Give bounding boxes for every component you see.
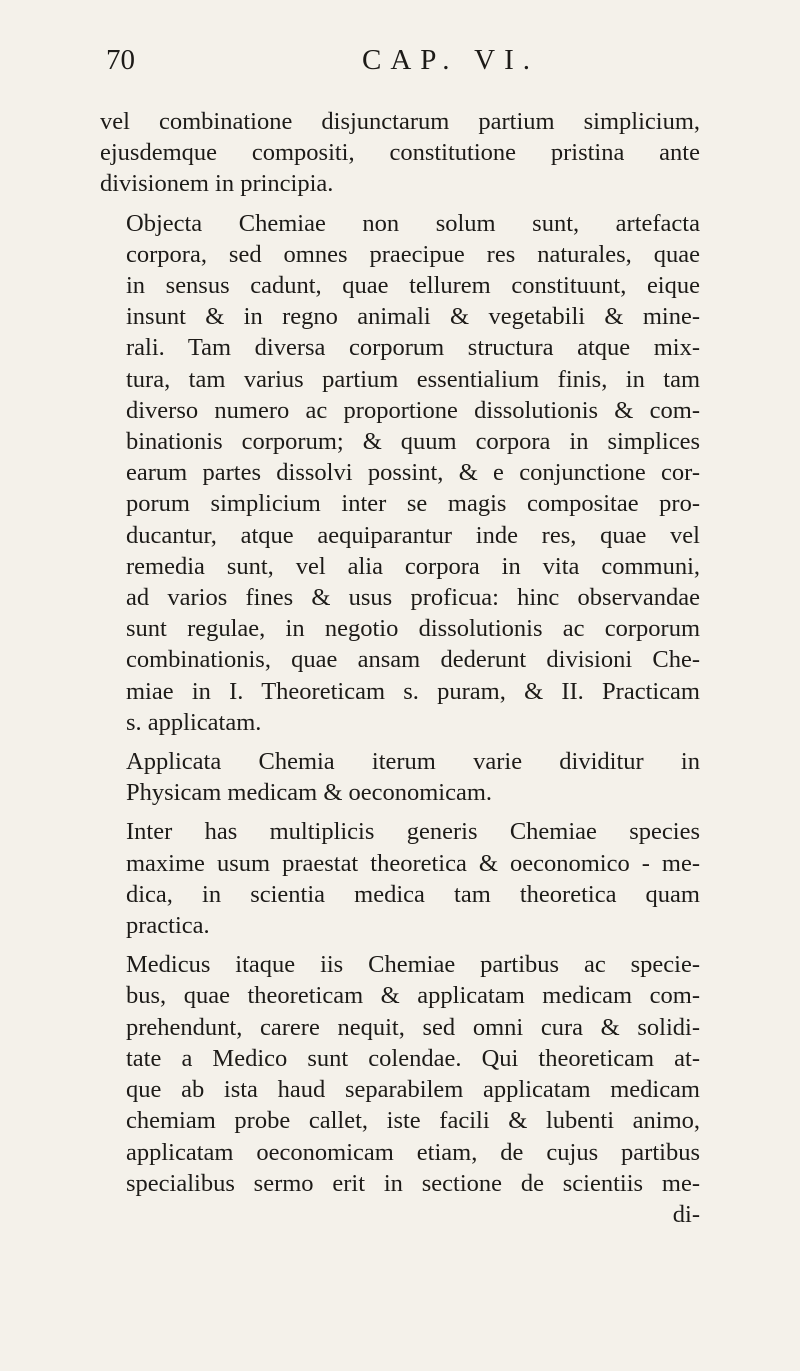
text-line: corpora, sed omnes praecipue res naturales, quae: [126, 240, 700, 268]
body-text: [100, 106, 700, 1230]
text-line: miae in I. Theoreticam s. puram, & II. Practicam: [126, 677, 700, 705]
paragraph-1: [100, 106, 700, 200]
paragraph-3: [100, 746, 700, 808]
text-line: remedia sunt, vel alia corpora in vita communi,: [126, 552, 700, 580]
text-line: Objecta Chemiae non solum sunt, artefacta: [126, 209, 700, 237]
page-number: 70: [106, 44, 135, 76]
paragraph-2: [100, 208, 700, 738]
paragraph-5: [100, 949, 700, 1199]
text-line: tate a Medico sunt colendae. Qui theoreticam at-: [126, 1044, 700, 1072]
text-line: Inter has multiplicis generis Chemiae species: [126, 818, 700, 846]
text-line: in sensus cadunt, quae tellurem constituunt, eique: [126, 272, 700, 300]
text-line: ejusdemque compositi, constitutione pristina ante: [100, 139, 700, 167]
text-line: porum simplicium inter se magis compositae pro-: [126, 490, 700, 518]
text-line: vel combinatione disjunctarum partium simplicium,: [100, 108, 700, 135]
running-head: CAP. VI.: [362, 44, 540, 76]
text-line: chemiam probe callet, iste facili & lubenti animo,: [126, 1107, 700, 1135]
text-line: practica.: [126, 912, 210, 940]
text-line: ducantur, atque aequiparantur inde res, quae vel: [126, 521, 700, 549]
text-line: specialibus sermo erit in sectione de scientiis me-: [126, 1169, 700, 1197]
text-line: maxime usum praestat theoretica & oeconomico - me-: [126, 849, 700, 877]
text-line: insunt & in regno animali & vegetabili & mine-: [126, 303, 700, 331]
text-line: binationis corporum; & quum corpora in simplices: [126, 428, 700, 456]
catchword: di-: [672, 1200, 700, 1228]
text-line: sunt regulae, in negotio dissolutionis ac corporum: [126, 615, 700, 643]
text-line: diverso numero ac proportione dissolutionis & com-: [126, 396, 700, 424]
text-line: dica, in scientia medica tam theoretica quam: [126, 880, 700, 908]
text-line: rali. Tam diversa corporum structura atque mix-: [126, 334, 700, 362]
paragraph-4: [100, 816, 700, 941]
text-line: Physicam medicam & oeconomicam.: [126, 779, 493, 807]
text-line: prehendunt, carere nequit, sed omni cura & solidi-: [126, 1013, 700, 1041]
page-header: [0, 44, 800, 84]
text-line: Applicata Chemia iterum varie dividitur in: [126, 748, 700, 776]
text-line: applicatam oeconomicam etiam, de cujus partibus: [126, 1138, 700, 1166]
text-line: ad varios fines & usus proficua: hinc observandae: [126, 584, 700, 612]
text-line: tura, tam varius partium essentialium finis, in tam: [126, 365, 700, 393]
text-line: bus, quae theoreticam & applicatam medicam com-: [126, 982, 700, 1010]
text-line: s. applicatam.: [126, 708, 262, 736]
text-line: Medicus itaque iis Chemiae partibus ac specie-: [126, 951, 700, 979]
text-line: que ab ista haud separabilem applicatam medicam: [126, 1076, 700, 1104]
text-line: divisionem in principia.: [100, 170, 334, 198]
text-line: combinationis, quae ansam dederunt divisioni Che-: [126, 646, 700, 674]
text-line: earum partes dissolvi possint, & e conjunctione cor-: [126, 459, 700, 487]
